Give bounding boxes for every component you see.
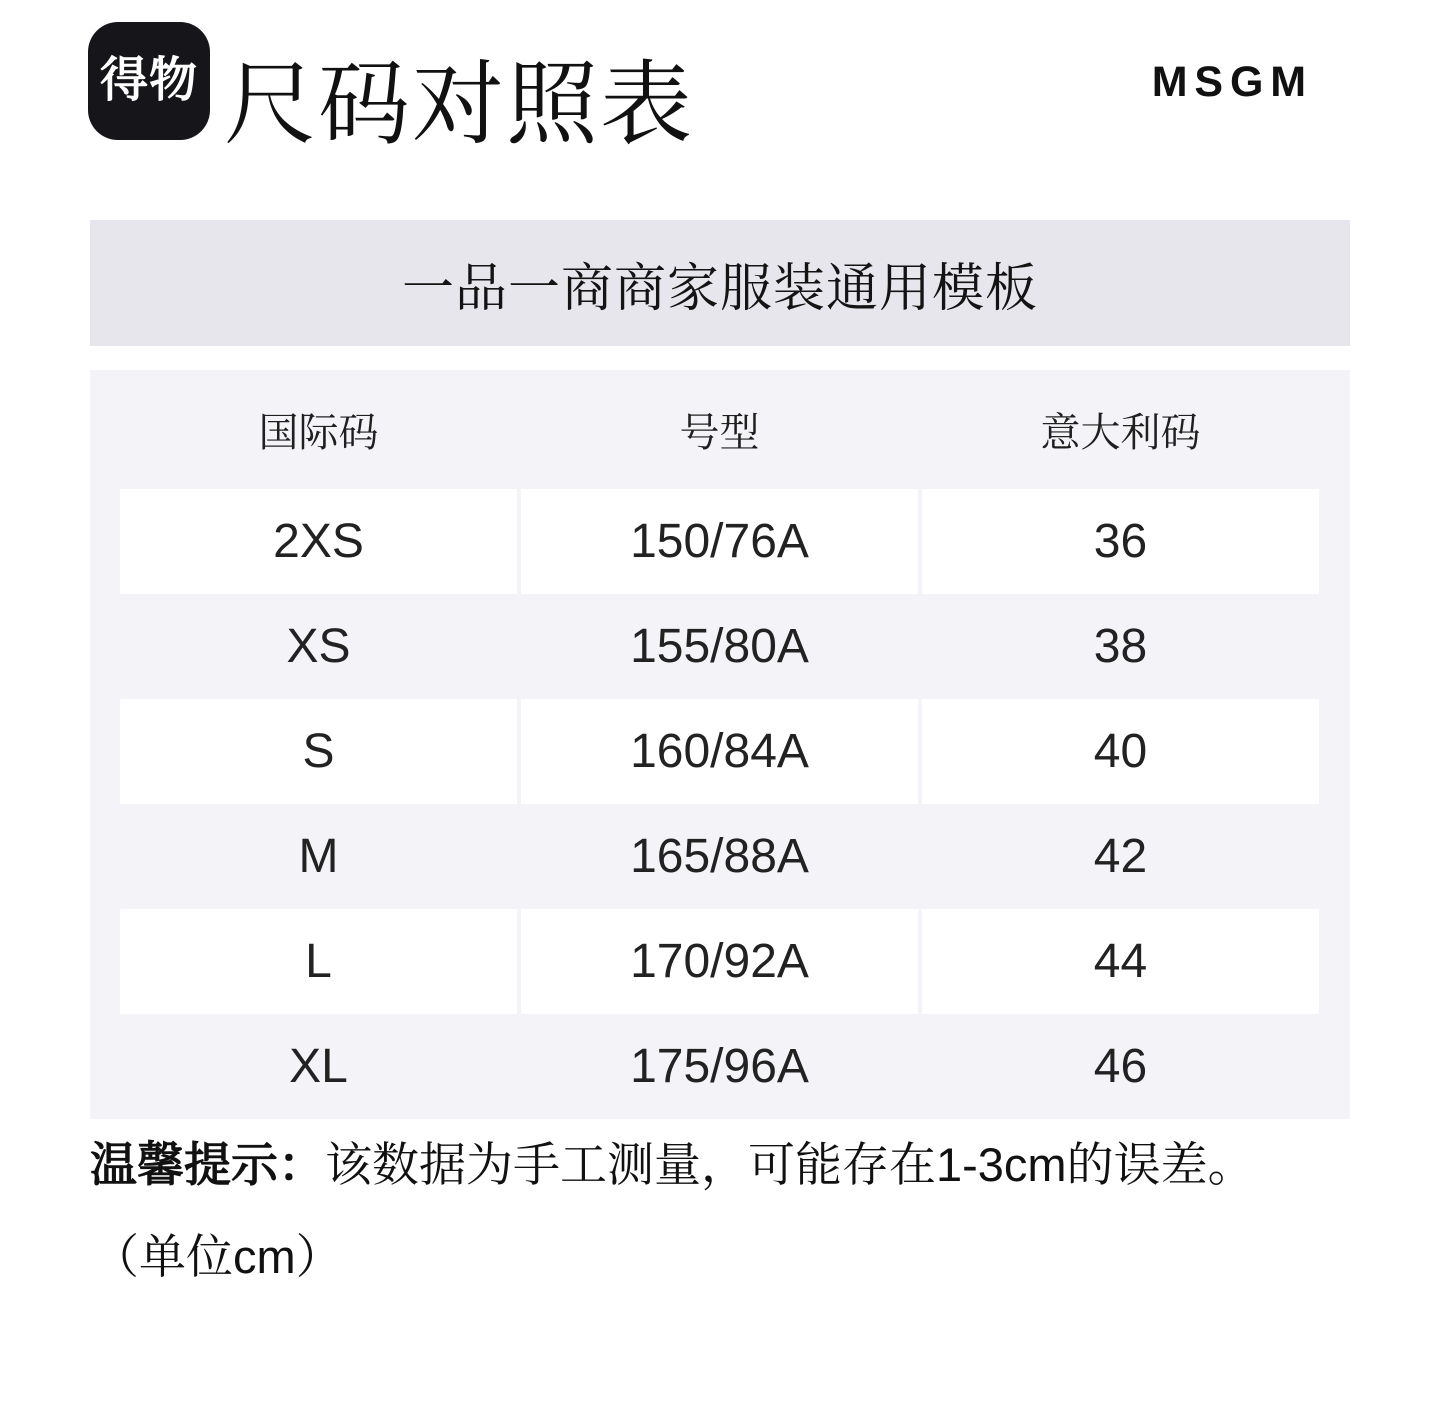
column-header-international: 国际码 <box>258 411 379 455</box>
cell-italy-size: 42 <box>1093 830 1148 883</box>
footnote-disclaimer <box>90 1134 1255 1196</box>
table-row <box>120 594 1319 699</box>
size-table <box>90 370 1350 1119</box>
column-header-italy: 意大利码 <box>1040 411 1201 455</box>
cell-model-size: 165/88A <box>630 830 809 883</box>
cell-international-size: S <box>120 699 517 804</box>
dewu-logo <box>88 22 210 140</box>
template-banner <box>90 220 1350 346</box>
table-row <box>120 909 1319 1014</box>
table-row <box>120 804 1319 909</box>
table-row <box>120 1014 1319 1119</box>
cell-international-size: XS <box>286 620 351 673</box>
brand-logo-msgm: MSGM <box>1151 58 1313 106</box>
table-row <box>120 699 1319 804</box>
column-header-model: 号型 <box>679 411 760 455</box>
table-row <box>120 489 1319 594</box>
cell-model-size: 175/96A <box>630 1040 809 1093</box>
cell-model-size: 155/80A <box>630 620 809 673</box>
cell-model-size: 170/92A <box>521 909 918 1014</box>
cell-international-size: L <box>120 909 517 1014</box>
footnote-unit: （单位cm） <box>92 1230 343 1283</box>
cell-model-size: 150/76A <box>521 489 918 594</box>
cell-international-size: XL <box>289 1040 348 1093</box>
cell-italy-size: 38 <box>1093 620 1148 673</box>
footnote-label: 温馨提示： <box>90 1138 325 1191</box>
dewu-logo-text: 得物 <box>99 54 198 107</box>
page-title: 尺码对照表 <box>224 54 695 156</box>
cell-italy-size: 40 <box>922 699 1319 804</box>
template-banner-text: 一品一商商家服装通用模板 <box>401 259 1038 318</box>
footnote-text: 该数据为手工测量，可能存在1-3cm的误差。 <box>325 1138 1255 1191</box>
cell-italy-size: 44 <box>922 909 1319 1014</box>
cell-international-size: 2XS <box>120 489 517 594</box>
cell-italy-size: 36 <box>922 489 1319 594</box>
size-table-header-row <box>120 370 1319 489</box>
cell-international-size: M <box>298 830 339 883</box>
cell-italy-size: 46 <box>1093 1040 1148 1093</box>
cell-model-size: 160/84A <box>521 699 918 804</box>
